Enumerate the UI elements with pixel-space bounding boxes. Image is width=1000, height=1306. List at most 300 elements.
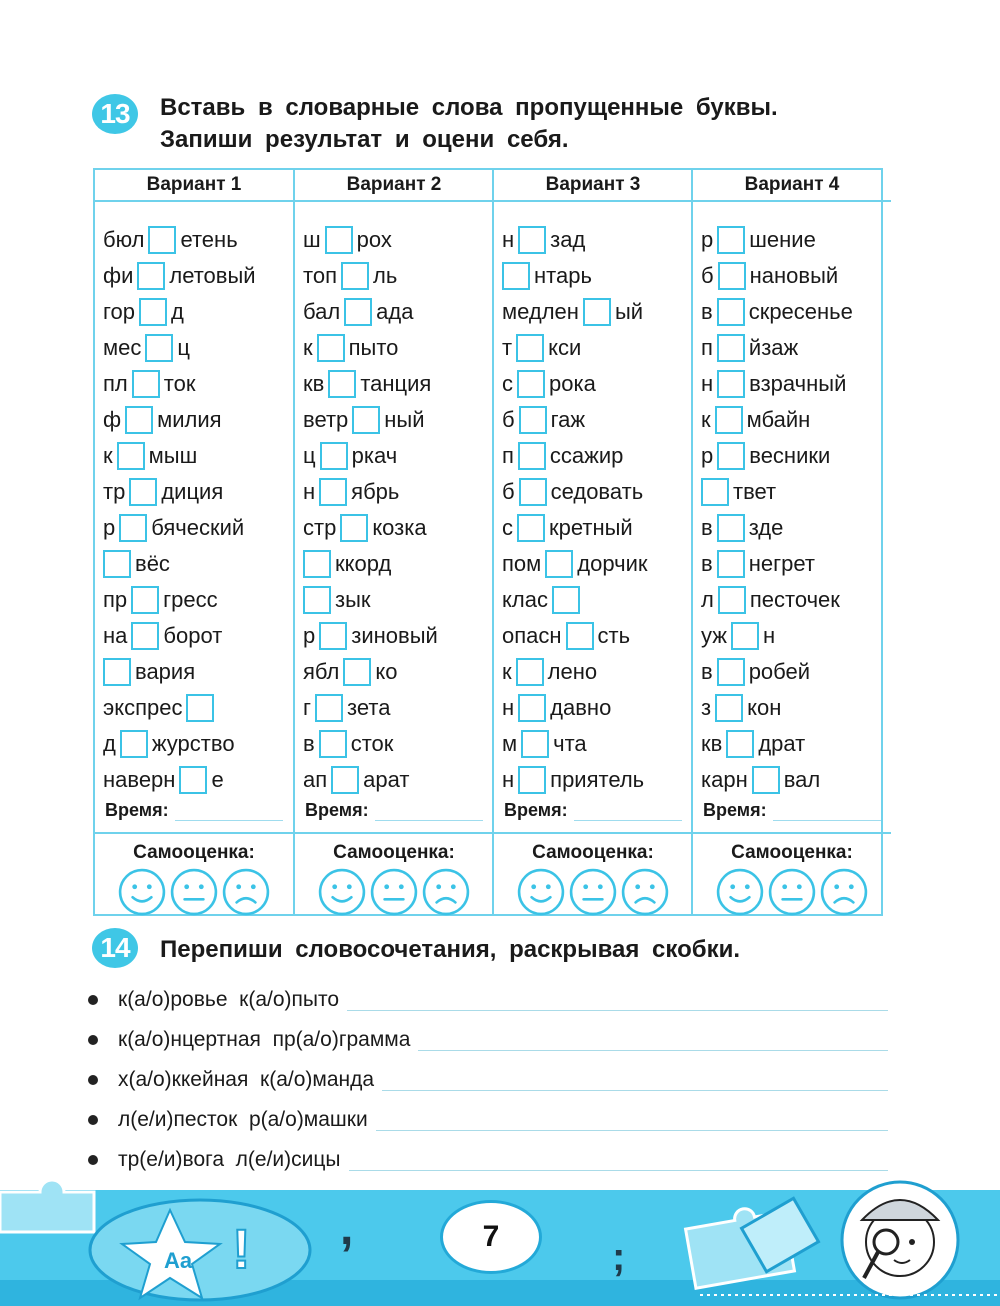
word-prefix: пл	[103, 371, 128, 396]
letter-box[interactable]	[717, 658, 745, 686]
word-prefix: в	[701, 659, 713, 684]
letter-box[interactable]	[139, 298, 167, 326]
letter-box[interactable]	[320, 442, 348, 470]
word-row	[103, 582, 289, 618]
word-suffix: негрет	[748, 551, 815, 576]
time-field	[105, 800, 283, 821]
word-row	[701, 546, 887, 582]
letter-box[interactable]	[119, 514, 147, 542]
sad-face-icon[interactable]	[820, 868, 868, 916]
word-prefix: н	[502, 695, 515, 720]
letter-box[interactable]	[319, 478, 347, 506]
word-row	[701, 582, 887, 618]
word-prefix: в	[303, 731, 315, 756]
letter-box[interactable]	[518, 694, 546, 722]
phrase-text: к(а/о)нцертная пр(а/о)грамма	[118, 1028, 411, 1051]
word-row	[701, 402, 887, 438]
word-prefix: с	[502, 371, 513, 396]
word-prefix: в	[701, 515, 713, 540]
letter-box[interactable]	[718, 262, 746, 290]
word-prefix: н	[303, 479, 316, 504]
letter-box[interactable]	[726, 730, 754, 758]
letter-box[interactable]	[319, 730, 347, 758]
word-suffix: дорчик	[577, 551, 648, 576]
word-row	[303, 294, 489, 330]
word-row	[502, 258, 688, 294]
word-suffix: ссажир	[549, 443, 624, 468]
letter-box[interactable]	[117, 442, 145, 470]
word-prefix: з	[701, 695, 712, 720]
oval-badge	[90, 1200, 310, 1300]
word-prefix: к	[701, 407, 711, 432]
word-suffix: кон	[747, 695, 782, 720]
word-row	[502, 294, 688, 330]
word-prefix: фи	[103, 263, 134, 288]
word-suffix: мбайн	[746, 407, 811, 432]
word-row	[701, 474, 887, 510]
word-prefix: б	[502, 407, 515, 432]
divider	[295, 832, 493, 834]
letter-box[interactable]	[717, 442, 745, 470]
word-row	[701, 294, 887, 330]
page-number	[440, 1200, 542, 1274]
child-detective-icon	[842, 1182, 958, 1298]
letter-box[interactable]	[518, 442, 546, 470]
phrase-text: к(а/о)ровье к(а/о)пыто	[118, 988, 340, 1011]
word-list	[103, 222, 289, 798]
word-row	[303, 546, 489, 582]
letter-box[interactable]	[341, 262, 369, 290]
word-suffix: кси	[548, 335, 582, 360]
word-suffix: бячеcкий	[151, 515, 245, 540]
word-prefix: наверн	[103, 767, 176, 792]
word-suffix: ада	[376, 299, 414, 324]
letter-box[interactable]	[717, 298, 745, 326]
variant-title: Вариант 3	[494, 170, 692, 202]
self-assessment-label: Самооценка:	[133, 842, 255, 863]
word-prefix: н	[502, 767, 515, 792]
answer-line[interactable]	[349, 1150, 888, 1171]
word-prefix: б	[701, 263, 714, 288]
word-suffix: кретный	[549, 515, 633, 540]
variant-column-4	[691, 170, 891, 914]
sad-face-icon[interactable]	[222, 868, 270, 916]
self-assessment-label: Самооценка:	[532, 842, 654, 863]
semicolon-icon: ;	[612, 1235, 626, 1279]
letter-box[interactable]	[718, 586, 746, 614]
self-assessment-label: Самооценка:	[731, 842, 853, 863]
task-14-number: 14	[100, 932, 130, 963]
divider	[494, 832, 692, 834]
word-suffix: летовый	[169, 263, 256, 288]
word-row	[303, 330, 489, 366]
letter-box[interactable]	[343, 658, 371, 686]
word-suffix: скресенье	[748, 299, 853, 324]
sad-face-icon[interactable]	[422, 868, 470, 916]
word-suffix: ый	[614, 299, 644, 324]
letter-box[interactable]	[521, 730, 549, 758]
task-13-instruction	[160, 92, 778, 156]
word-row	[502, 654, 688, 690]
letter-box[interactable]	[148, 226, 176, 254]
task-13-line-1: Вставь в словарные слова пропущенные буквы.	[160, 94, 778, 121]
word-row	[303, 474, 489, 510]
word-row	[701, 726, 887, 762]
task-14-instruction: Перепиши словосочетания, раскрывая скобки.	[160, 936, 741, 963]
word-row	[502, 402, 688, 438]
self-assessment-faces	[295, 868, 493, 916]
word-prefix: в	[701, 551, 713, 576]
word-suffix: рока	[549, 371, 596, 396]
bullet-icon	[88, 995, 98, 1005]
letter-box[interactable]	[717, 514, 745, 542]
word-prefix: п	[701, 335, 713, 360]
word-row	[701, 258, 887, 294]
variant-column-3	[492, 170, 692, 914]
letter-box[interactable]	[120, 730, 148, 758]
word-prefix: н	[701, 371, 714, 396]
bullet-icon	[88, 1075, 98, 1085]
word-row	[303, 258, 489, 294]
letter-box[interactable]	[701, 478, 729, 506]
letter-box[interactable]	[717, 370, 745, 398]
word-prefix: карн	[701, 767, 748, 792]
variants-table	[93, 168, 883, 916]
word-prefix: м	[502, 731, 518, 756]
letter-box[interactable]	[552, 586, 580, 614]
letter-box[interactable]	[717, 226, 745, 254]
word-prefix: к	[303, 335, 313, 360]
happy-face-icon[interactable]	[716, 868, 764, 916]
phrase-list	[88, 980, 888, 1180]
word-list	[502, 222, 688, 798]
word-row	[502, 582, 688, 618]
letter-box[interactable]	[731, 622, 759, 650]
letter-box[interactable]	[545, 550, 573, 578]
word-row	[103, 294, 289, 330]
word-prefix: пр	[103, 587, 128, 612]
letter-box[interactable]	[519, 406, 547, 434]
letter-box[interactable]	[303, 586, 331, 614]
word-prefix: р	[103, 515, 116, 540]
word-row	[103, 762, 289, 798]
letter-box[interactable]	[717, 334, 745, 362]
letter-box[interactable]	[715, 694, 743, 722]
word-prefix: клас	[502, 587, 548, 612]
word-prefix: пом	[502, 551, 542, 576]
word-prefix: тр	[103, 479, 126, 504]
letter-box[interactable]	[715, 406, 743, 434]
word-row	[103, 366, 289, 402]
letter-box[interactable]	[518, 226, 546, 254]
word-suffix: диция	[161, 479, 224, 504]
letter-box[interactable]	[519, 478, 547, 506]
word-suffix: ккорд	[335, 551, 392, 576]
word-row	[103, 654, 289, 690]
word-prefix: н	[502, 227, 515, 252]
word-suffix: журство	[151, 731, 235, 756]
letter-box[interactable]	[317, 334, 345, 362]
word-suffix: зде	[748, 515, 784, 540]
word-suffix: вёс	[135, 551, 170, 576]
word-prefix: с	[502, 515, 513, 540]
word-suffix: седовать	[550, 479, 644, 504]
word-row	[103, 546, 289, 582]
word-row	[701, 510, 887, 546]
variant-column-1	[95, 170, 293, 914]
word-row	[303, 510, 489, 546]
letter-box[interactable]	[325, 226, 353, 254]
letter-box[interactable]	[186, 694, 214, 722]
word-row	[701, 222, 887, 258]
answer-line[interactable]	[347, 990, 888, 1011]
word-suffix: ц	[177, 335, 190, 360]
word-row	[303, 402, 489, 438]
exclamation-icon: !	[232, 1217, 251, 1280]
word-row	[701, 438, 887, 474]
word-suffix: сть	[597, 623, 631, 648]
word-row	[701, 690, 887, 726]
letter-box[interactable]	[752, 766, 780, 794]
word-prefix: ветр	[303, 407, 349, 432]
word-row	[103, 618, 289, 654]
word-prefix: г	[303, 695, 312, 720]
word-row	[103, 690, 289, 726]
divider	[95, 832, 293, 834]
time-field	[703, 800, 881, 821]
list-item	[88, 1020, 888, 1060]
list-item	[88, 1060, 888, 1100]
word-suffix: гаж	[550, 407, 586, 432]
word-suffix: нтарь	[534, 263, 592, 288]
word-prefix: бал	[303, 299, 341, 324]
neutral-face-icon[interactable]	[370, 868, 418, 916]
letter-box[interactable]	[103, 550, 131, 578]
letter-box[interactable]	[328, 370, 356, 398]
letter-box[interactable]	[340, 514, 368, 542]
word-suffix: зиновый	[351, 623, 438, 648]
answer-line[interactable]	[382, 1070, 888, 1091]
word-prefix: ш	[303, 227, 321, 252]
letter-box[interactable]	[517, 370, 545, 398]
word-suffix: нановый	[749, 263, 839, 288]
time-input-line[interactable]	[574, 806, 682, 821]
bullet-icon	[88, 1115, 98, 1125]
letter-box[interactable]	[131, 586, 159, 614]
letter-box[interactable]	[103, 658, 131, 686]
letter-box[interactable]	[583, 298, 611, 326]
letter-box[interactable]	[137, 262, 165, 290]
word-prefix: медлен	[502, 299, 579, 324]
word-suffix: ко	[375, 659, 398, 684]
list-item	[88, 1100, 888, 1140]
time-input-line[interactable]	[375, 806, 483, 821]
word-row	[303, 618, 489, 654]
word-suffix: пыто	[348, 335, 399, 360]
word-list	[303, 222, 489, 798]
word-prefix: на	[103, 623, 128, 648]
letter-box[interactable]	[315, 694, 343, 722]
letter-box[interactable]	[125, 406, 153, 434]
word-prefix: бюл	[103, 227, 145, 252]
word-suffix: шение	[749, 227, 816, 252]
letter-box[interactable]	[517, 514, 545, 542]
happy-face-icon[interactable]	[118, 868, 166, 916]
word-suffix: ябрь	[351, 479, 400, 504]
word-row	[103, 510, 289, 546]
letter-box[interactable]	[319, 622, 347, 650]
variant-title: Вариант 4	[693, 170, 891, 202]
word-row	[103, 438, 289, 474]
word-suffix: твет	[733, 479, 777, 504]
word-prefix: ф	[103, 407, 122, 432]
word-prefix: стр	[303, 515, 337, 540]
word-prefix: в	[701, 299, 713, 324]
self-assessment-faces	[95, 868, 293, 916]
word-list	[701, 222, 887, 798]
word-row	[502, 222, 688, 258]
bullet-icon	[88, 1035, 98, 1045]
neutral-face-icon[interactable]	[569, 868, 617, 916]
word-row	[701, 366, 887, 402]
word-suffix: борот	[163, 623, 223, 648]
answer-line[interactable]	[418, 1030, 888, 1051]
word-prefix: топ	[303, 263, 337, 288]
word-prefix: мес	[103, 335, 142, 360]
list-item	[88, 980, 888, 1020]
letter-box[interactable]	[132, 370, 160, 398]
word-suffix: робей	[748, 659, 811, 684]
variant-title: Вариант 1	[95, 170, 293, 202]
word-suffix: е	[211, 767, 224, 792]
time-input-line[interactable]	[175, 806, 283, 821]
word-prefix: т	[502, 335, 513, 360]
word-row	[303, 726, 489, 762]
self-assessment-label: Самооценка:	[333, 842, 455, 863]
neutral-face-icon[interactable]	[170, 868, 218, 916]
word-row	[303, 582, 489, 618]
word-row	[502, 726, 688, 762]
word-suffix: песточек	[749, 587, 840, 612]
word-row	[502, 474, 688, 510]
happy-face-icon[interactable]	[517, 868, 565, 916]
word-prefix: к	[103, 443, 113, 468]
time-label: Время:	[504, 800, 568, 820]
letter-box[interactable]	[331, 766, 359, 794]
task-13-line-2: Запиши результат и оцени себя.	[160, 126, 569, 153]
time-label: Время:	[105, 800, 169, 820]
time-input-line[interactable]	[773, 806, 881, 821]
word-suffix: зета	[347, 695, 391, 720]
answer-line[interactable]	[376, 1110, 888, 1131]
word-suffix: гресс	[163, 587, 218, 612]
word-suffix: н	[762, 623, 776, 648]
word-row	[303, 222, 489, 258]
phrase-text: тр(е/и)вога л(е/и)сицы	[118, 1148, 341, 1171]
happy-face-icon[interactable]	[318, 868, 366, 916]
letter-box[interactable]	[131, 622, 159, 650]
word-suffix: зык	[335, 587, 371, 612]
word-suffix: танция	[360, 371, 432, 396]
word-prefix: к	[502, 659, 512, 684]
letter-box[interactable]	[344, 298, 372, 326]
letter-box[interactable]	[566, 622, 594, 650]
letter-box[interactable]	[516, 658, 544, 686]
word-row	[502, 690, 688, 726]
word-suffix: вария	[135, 659, 196, 684]
word-row	[502, 762, 688, 798]
word-row	[701, 618, 887, 654]
word-prefix: кв	[701, 731, 723, 756]
word-row	[303, 366, 489, 402]
letter-box[interactable]	[129, 478, 157, 506]
time-label: Время:	[305, 800, 369, 820]
word-prefix: кв	[303, 371, 325, 396]
letter-box[interactable]	[518, 766, 546, 794]
word-row	[303, 690, 489, 726]
letter-box[interactable]	[303, 550, 331, 578]
word-row	[701, 654, 887, 690]
word-suffix: вал	[783, 767, 821, 792]
aa-label: Aa	[164, 1248, 193, 1273]
task-13-badge	[92, 94, 138, 134]
word-row	[303, 438, 489, 474]
word-row	[103, 222, 289, 258]
bullet-icon	[88, 1155, 98, 1165]
self-assessment-faces	[693, 868, 891, 916]
word-row	[303, 654, 489, 690]
sad-face-icon[interactable]	[621, 868, 669, 916]
word-suffix: ль	[372, 263, 398, 288]
letter-box[interactable]	[717, 550, 745, 578]
task-13-number: 13	[100, 98, 130, 129]
phrase-text: л(е/и)песток р(а/о)машки	[118, 1108, 368, 1131]
word-prefix: ябл	[303, 659, 340, 684]
puzzle-piece-icon	[0, 1180, 94, 1232]
word-prefix: опасн	[502, 623, 562, 648]
divider	[693, 832, 891, 834]
word-suffix: ный	[384, 407, 425, 432]
letter-box[interactable]	[352, 406, 380, 434]
word-prefix: экспрес	[103, 695, 183, 720]
word-suffix: зад	[550, 227, 586, 252]
letter-box[interactable]	[179, 766, 207, 794]
letter-box[interactable]	[145, 334, 173, 362]
word-row	[502, 438, 688, 474]
comma-icon: ,	[340, 1202, 354, 1255]
word-row	[103, 258, 289, 294]
word-suffix: приятель	[550, 767, 645, 792]
self-assessment-faces	[494, 868, 692, 916]
word-prefix: ап	[303, 767, 328, 792]
word-suffix: милия	[157, 407, 222, 432]
word-suffix: взрачный	[749, 371, 847, 396]
word-prefix: р	[701, 443, 714, 468]
word-suffix: етень	[180, 227, 238, 252]
time-field	[504, 800, 682, 821]
word-suffix: весники	[749, 443, 831, 468]
time-label: Время:	[703, 800, 767, 820]
task-14-badge	[92, 928, 138, 968]
word-prefix: р	[303, 623, 316, 648]
neutral-face-icon[interactable]	[768, 868, 816, 916]
word-prefix: п	[502, 443, 514, 468]
word-suffix: давно	[550, 695, 612, 720]
letter-box[interactable]	[502, 262, 530, 290]
letter-box[interactable]	[516, 334, 544, 362]
word-suffix: д	[171, 299, 184, 324]
variant-title: Вариант 2	[295, 170, 493, 202]
